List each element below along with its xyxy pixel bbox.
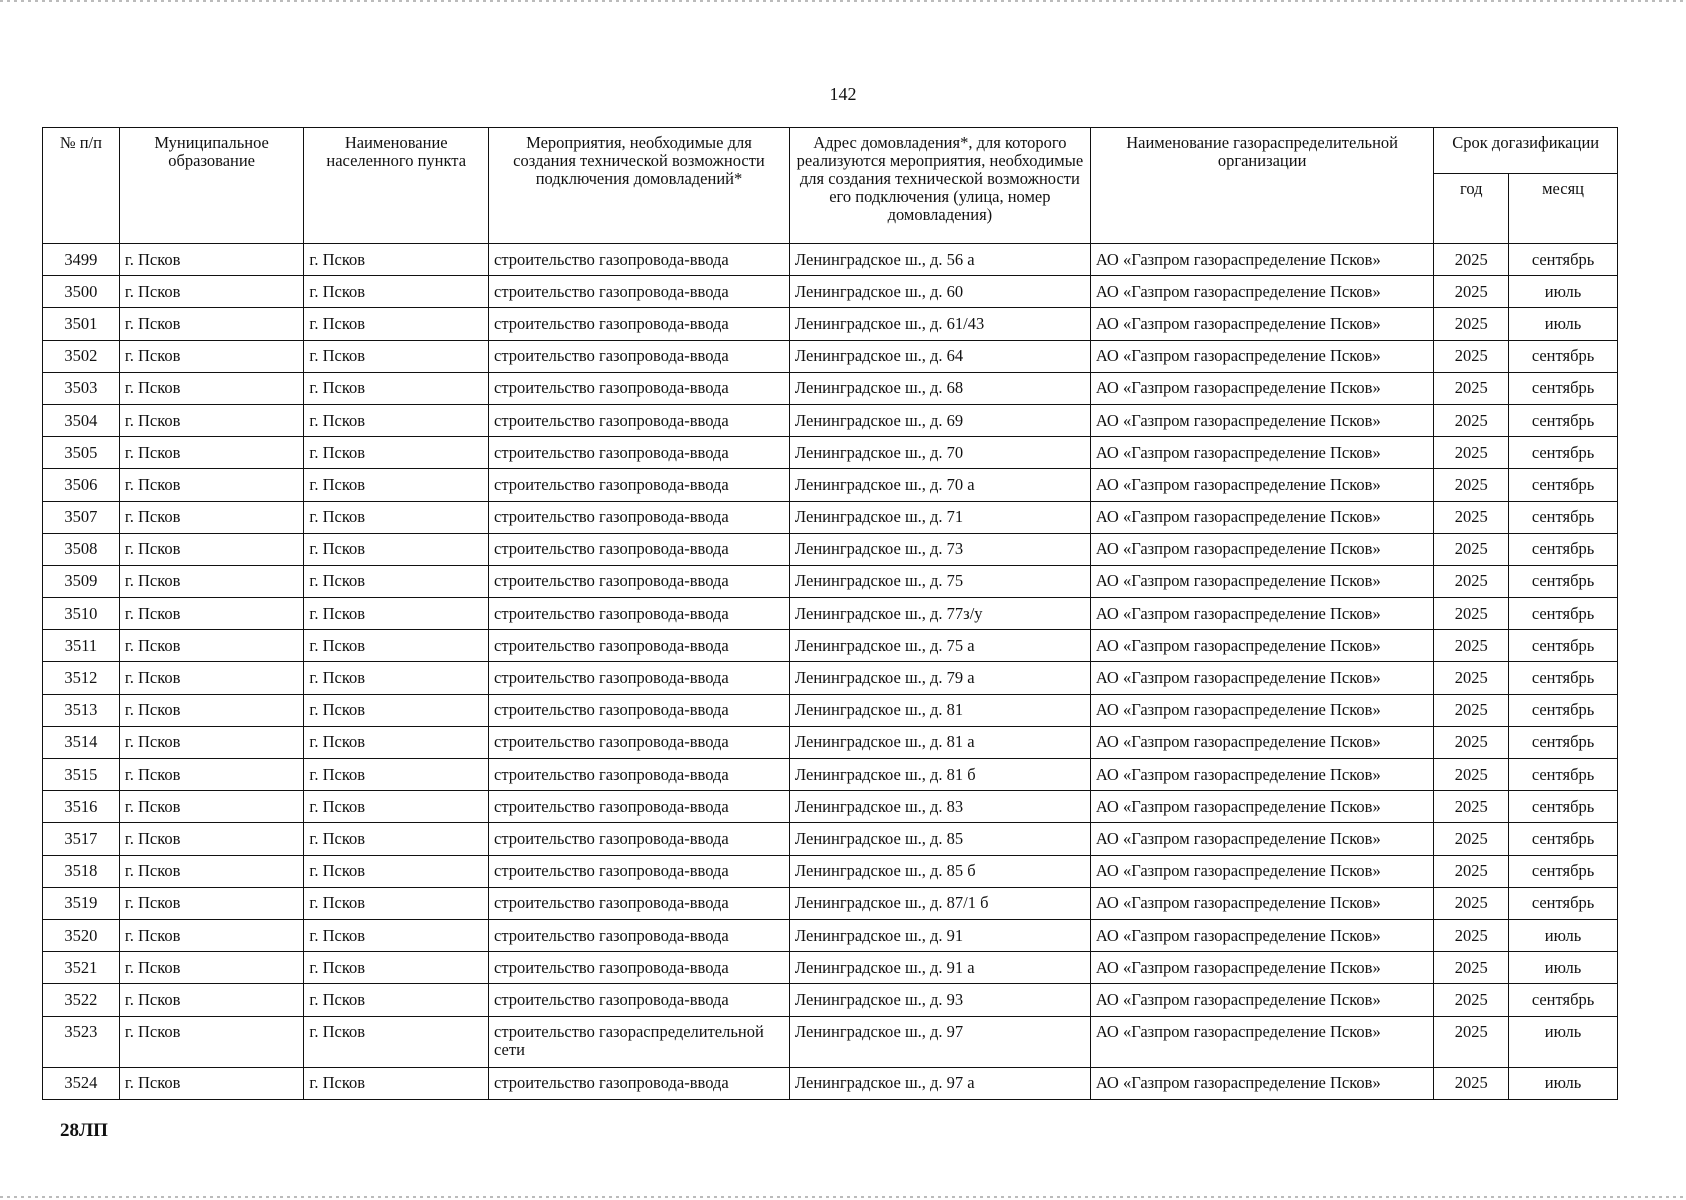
cell-month: сентябрь <box>1509 437 1618 469</box>
cell-settlement: г. Псков <box>304 823 489 855</box>
cell-measures: строительство газопровода-ввода <box>489 437 790 469</box>
cell-number: 3510 <box>43 598 120 630</box>
table-row <box>43 340 1618 372</box>
col-header-address: Адрес домовладения*, для которого реализуются мероприятия, необходимые для создания технической возможности его подключения (улица, номер домовладения) <box>789 128 1090 244</box>
cell-settlement: г. Псков <box>304 952 489 984</box>
cell-organization: АО «Газпром газораспределение Псков» <box>1090 565 1434 597</box>
cell-settlement: г. Псков <box>304 694 489 726</box>
table-row <box>43 533 1618 565</box>
cell-organization: АО «Газпром газораспределение Псков» <box>1090 984 1434 1016</box>
page-number: 142 <box>829 84 857 104</box>
cell-year: 2025 <box>1434 372 1509 404</box>
cell-year: 2025 <box>1434 598 1509 630</box>
cell-address: Ленинградское ш., д. 91 <box>789 919 1090 951</box>
cell-measures: строительство газопровода-ввода <box>489 694 790 726</box>
cell-month: сентябрь <box>1509 662 1618 694</box>
cell-year: 2025 <box>1434 984 1509 1016</box>
cell-measures: строительство газопровода-ввода <box>489 919 790 951</box>
cell-municipality: г. Псков <box>119 823 304 855</box>
cell-measures: строительство газопровода-ввода <box>489 759 790 791</box>
table-row <box>43 855 1618 887</box>
table-row <box>43 372 1618 404</box>
cell-organization: АО «Газпром газораспределение Псков» <box>1090 404 1434 436</box>
cell-organization: АО «Газпром газораспределение Псков» <box>1090 855 1434 887</box>
cell-measures: строительство газопровода-ввода <box>489 533 790 565</box>
cell-number: 3517 <box>43 823 120 855</box>
cell-measures: строительство газопровода-ввода <box>489 1067 790 1099</box>
cell-municipality: г. Псков <box>119 1016 304 1067</box>
cell-measures: строительство газораспределительной сети <box>489 1016 790 1067</box>
cell-year: 2025 <box>1434 887 1509 919</box>
cell-month: июль <box>1509 919 1618 951</box>
cell-settlement: г. Псков <box>304 437 489 469</box>
cell-address: Ленинградское ш., д. 83 <box>789 791 1090 823</box>
cell-number: 3521 <box>43 952 120 984</box>
cell-year: 2025 <box>1434 952 1509 984</box>
table-row <box>43 726 1618 758</box>
cell-settlement: г. Псков <box>304 340 489 372</box>
cell-organization: АО «Газпром газораспределение Псков» <box>1090 952 1434 984</box>
cell-municipality: г. Псков <box>119 565 304 597</box>
cell-month: сентябрь <box>1509 984 1618 1016</box>
gasification-table <box>42 127 1618 1100</box>
cell-address: Ленинградское ш., д. 81 <box>789 694 1090 726</box>
cell-settlement: г. Псков <box>304 565 489 597</box>
cell-measures: строительство газопровода-ввода <box>489 887 790 919</box>
cell-organization: АО «Газпром газораспределение Псков» <box>1090 759 1434 791</box>
cell-measures: строительство газопровода-ввода <box>489 662 790 694</box>
table-row <box>43 887 1618 919</box>
table-row <box>43 469 1618 501</box>
cell-address: Ленинградское ш., д. 61/43 <box>789 308 1090 340</box>
cell-month: сентябрь <box>1509 630 1618 662</box>
cell-address: Ленинградское ш., д. 97 <box>789 1016 1090 1067</box>
cell-number: 3514 <box>43 726 120 758</box>
cell-number: 3505 <box>43 437 120 469</box>
cell-number: 3522 <box>43 984 120 1016</box>
cell-settlement: г. Псков <box>304 887 489 919</box>
cell-year: 2025 <box>1434 726 1509 758</box>
cell-settlement: г. Псков <box>304 372 489 404</box>
cell-measures: строительство газопровода-ввода <box>489 855 790 887</box>
cell-settlement: г. Псков <box>304 469 489 501</box>
cell-municipality: г. Псков <box>119 469 304 501</box>
cell-number: 3512 <box>43 662 120 694</box>
cell-organization: АО «Газпром газораспределение Псков» <box>1090 244 1434 276</box>
cell-month: июль <box>1509 1016 1618 1067</box>
cell-measures: строительство газопровода-ввода <box>489 823 790 855</box>
col-header-org: Наименование газораспределительной организации <box>1090 128 1434 244</box>
cell-municipality: г. Псков <box>119 533 304 565</box>
cell-month: июль <box>1509 952 1618 984</box>
cell-month: сентябрь <box>1509 469 1618 501</box>
cell-number: 3524 <box>43 1067 120 1099</box>
cell-month: сентябрь <box>1509 791 1618 823</box>
table-row <box>43 919 1618 951</box>
cell-year: 2025 <box>1434 1016 1509 1067</box>
cell-address: Ленинградское ш., д. 81 а <box>789 726 1090 758</box>
cell-municipality: г. Псков <box>119 887 304 919</box>
cell-settlement: г. Псков <box>304 276 489 308</box>
cell-settlement: г. Псков <box>304 501 489 533</box>
cell-municipality: г. Псков <box>119 984 304 1016</box>
cell-month: июль <box>1509 308 1618 340</box>
cell-measures: строительство газопровода-ввода <box>489 308 790 340</box>
cell-month: июль <box>1509 276 1618 308</box>
cell-municipality: г. Псков <box>119 1067 304 1099</box>
cell-address: Ленинградское ш., д. 85 б <box>789 855 1090 887</box>
cell-measures: строительство газопровода-ввода <box>489 726 790 758</box>
table-row <box>43 244 1618 276</box>
cell-address: Ленинградское ш., д. 87/1 б <box>789 887 1090 919</box>
table-row <box>43 598 1618 630</box>
cell-number: 3520 <box>43 919 120 951</box>
cell-settlement: г. Псков <box>304 726 489 758</box>
cell-organization: АО «Газпром газораспределение Псков» <box>1090 823 1434 855</box>
table-row <box>43 984 1618 1016</box>
cell-month: сентябрь <box>1509 855 1618 887</box>
cell-number: 3501 <box>43 308 120 340</box>
cell-address: Ленинградское ш., д. 70 а <box>789 469 1090 501</box>
cell-organization: АО «Газпром газораспределение Псков» <box>1090 630 1434 662</box>
cell-address: Ленинградское ш., д. 56 а <box>789 244 1090 276</box>
cell-month: сентябрь <box>1509 726 1618 758</box>
cell-settlement: г. Псков <box>304 855 489 887</box>
cell-municipality: г. Псков <box>119 791 304 823</box>
cell-municipality: г. Псков <box>119 372 304 404</box>
cell-month: сентябрь <box>1509 244 1618 276</box>
cell-address: Ленинградское ш., д. 69 <box>789 404 1090 436</box>
cell-year: 2025 <box>1434 340 1509 372</box>
cell-address: Ленинградское ш., д. 79 а <box>789 662 1090 694</box>
cell-address: Ленинградское ш., д. 73 <box>789 533 1090 565</box>
cell-settlement: г. Псков <box>304 662 489 694</box>
cell-settlement: г. Псков <box>304 1016 489 1067</box>
cell-year: 2025 <box>1434 919 1509 951</box>
cell-measures: строительство газопровода-ввода <box>489 501 790 533</box>
cell-settlement: г. Псков <box>304 533 489 565</box>
cell-measures: строительство газопровода-ввода <box>489 791 790 823</box>
cell-number: 3506 <box>43 469 120 501</box>
cell-organization: АО «Газпром газораспределение Псков» <box>1090 372 1434 404</box>
cell-address: Ленинградское ш., д. 85 <box>789 823 1090 855</box>
cell-organization: АО «Газпром газораспределение Псков» <box>1090 887 1434 919</box>
cell-municipality: г. Псков <box>119 919 304 951</box>
cell-municipality: г. Псков <box>119 598 304 630</box>
col-header-measures: Мероприятия, необходимые для создания технической возможности подключения домовладений* <box>489 128 790 244</box>
cell-municipality: г. Псков <box>119 855 304 887</box>
cell-municipality: г. Псков <box>119 501 304 533</box>
cell-municipality: г. Псков <box>119 952 304 984</box>
cell-year: 2025 <box>1434 437 1509 469</box>
cell-year: 2025 <box>1434 630 1509 662</box>
table-row <box>43 791 1618 823</box>
cell-year: 2025 <box>1434 244 1509 276</box>
col-header-municipality: Муниципальное образование <box>119 128 304 244</box>
cell-municipality: г. Псков <box>119 726 304 758</box>
cell-measures: строительство газопровода-ввода <box>489 598 790 630</box>
scan-edge-top <box>0 0 1686 2</box>
cell-year: 2025 <box>1434 662 1509 694</box>
table-row <box>43 952 1618 984</box>
cell-settlement: г. Псков <box>304 759 489 791</box>
cell-municipality: г. Псков <box>119 276 304 308</box>
cell-organization: АО «Газпром газораспределение Псков» <box>1090 598 1434 630</box>
cell-address: Ленинградское ш., д. 75 <box>789 565 1090 597</box>
table-row <box>43 1016 1618 1067</box>
cell-organization: АО «Газпром газораспределение Псков» <box>1090 501 1434 533</box>
cell-year: 2025 <box>1434 501 1509 533</box>
col-header-settlement: Наименование населенного пункта <box>304 128 489 244</box>
cell-measures: строительство газопровода-ввода <box>489 630 790 662</box>
cell-number: 3509 <box>43 565 120 597</box>
cell-address: Ленинградское ш., д. 81 б <box>789 759 1090 791</box>
cell-organization: АО «Газпром газораспределение Псков» <box>1090 340 1434 372</box>
cell-address: Ленинградское ш., д. 75 а <box>789 630 1090 662</box>
table-row <box>43 630 1618 662</box>
cell-month: июль <box>1509 1067 1618 1099</box>
cell-number: 3502 <box>43 340 120 372</box>
cell-address: Ленинградское ш., д. 91 а <box>789 952 1090 984</box>
cell-number: 3523 <box>43 1016 120 1067</box>
cell-municipality: г. Псков <box>119 694 304 726</box>
cell-organization: АО «Газпром газораспределение Псков» <box>1090 437 1434 469</box>
cell-municipality: г. Псков <box>119 404 304 436</box>
cell-municipality: г. Псков <box>119 308 304 340</box>
table-row <box>43 759 1618 791</box>
cell-number: 3500 <box>43 276 120 308</box>
table-row <box>43 565 1618 597</box>
cell-measures: строительство газопровода-ввода <box>489 565 790 597</box>
cell-year: 2025 <box>1434 791 1509 823</box>
cell-address: Ленинградское ш., д. 70 <box>789 437 1090 469</box>
cell-month: сентябрь <box>1509 694 1618 726</box>
cell-measures: строительство газопровода-ввода <box>489 340 790 372</box>
cell-settlement: г. Псков <box>304 308 489 340</box>
cell-year: 2025 <box>1434 565 1509 597</box>
table-row <box>43 308 1618 340</box>
cell-month: сентябрь <box>1509 823 1618 855</box>
col-header-month: месяц <box>1509 174 1618 244</box>
col-header-year: год <box>1434 174 1509 244</box>
cell-municipality: г. Псков <box>119 759 304 791</box>
cell-year: 2025 <box>1434 533 1509 565</box>
cell-measures: строительство газопровода-ввода <box>489 404 790 436</box>
cell-number: 3515 <box>43 759 120 791</box>
cell-organization: АО «Газпром газораспределение Псков» <box>1090 533 1434 565</box>
scan-edge-bottom <box>0 1196 1686 1198</box>
cell-address: Ленинградское ш., д. 77з/у <box>789 598 1090 630</box>
cell-year: 2025 <box>1434 276 1509 308</box>
table-row <box>43 276 1618 308</box>
cell-month: сентябрь <box>1509 533 1618 565</box>
cell-settlement: г. Псков <box>304 244 489 276</box>
cell-number: 3504 <box>43 404 120 436</box>
cell-number: 3507 <box>43 501 120 533</box>
table-row <box>43 501 1618 533</box>
cell-address: Ленинградское ш., д. 60 <box>789 276 1090 308</box>
cell-number: 3518 <box>43 855 120 887</box>
cell-settlement: г. Псков <box>304 791 489 823</box>
cell-year: 2025 <box>1434 823 1509 855</box>
cell-number: 3508 <box>43 533 120 565</box>
table-row <box>43 437 1618 469</box>
cell-address: Ленинградское ш., д. 68 <box>789 372 1090 404</box>
cell-month: сентябрь <box>1509 372 1618 404</box>
cell-organization: АО «Газпром газораспределение Псков» <box>1090 276 1434 308</box>
cell-settlement: г. Псков <box>304 404 489 436</box>
col-header-num: № п/п <box>43 128 120 244</box>
cell-year: 2025 <box>1434 469 1509 501</box>
cell-year: 2025 <box>1434 308 1509 340</box>
table-row <box>43 662 1618 694</box>
cell-organization: АО «Газпром газораспределение Псков» <box>1090 469 1434 501</box>
cell-month: сентябрь <box>1509 759 1618 791</box>
cell-number: 3503 <box>43 372 120 404</box>
cell-address: Ленинградское ш., д. 97 а <box>789 1067 1090 1099</box>
cell-municipality: г. Псков <box>119 630 304 662</box>
cell-settlement: г. Псков <box>304 984 489 1016</box>
table-row <box>43 404 1618 436</box>
cell-month: сентябрь <box>1509 598 1618 630</box>
cell-month: сентябрь <box>1509 404 1618 436</box>
cell-organization: АО «Газпром газораспределение Псков» <box>1090 662 1434 694</box>
cell-number: 3499 <box>43 244 120 276</box>
cell-organization: АО «Газпром газораспределение Псков» <box>1090 1067 1434 1099</box>
cell-organization: АО «Газпром газораспределение Псков» <box>1090 726 1434 758</box>
cell-year: 2025 <box>1434 1067 1509 1099</box>
cell-organization: АО «Газпром газораспределение Псков» <box>1090 1016 1434 1067</box>
cell-year: 2025 <box>1434 694 1509 726</box>
cell-organization: АО «Газпром газораспределение Псков» <box>1090 694 1434 726</box>
cell-measures: строительство газопровода-ввода <box>489 984 790 1016</box>
cell-municipality: г. Псков <box>119 437 304 469</box>
table-body <box>43 244 1618 1100</box>
cell-year: 2025 <box>1434 759 1509 791</box>
table-header <box>43 128 1618 244</box>
cell-measures: строительство газопровода-ввода <box>489 372 790 404</box>
cell-measures: строительство газопровода-ввода <box>489 952 790 984</box>
cell-settlement: г. Псков <box>304 919 489 951</box>
cell-municipality: г. Псков <box>119 662 304 694</box>
cell-municipality: г. Псков <box>119 340 304 372</box>
cell-settlement: г. Псков <box>304 630 489 662</box>
cell-month: сентябрь <box>1509 340 1618 372</box>
cell-month: сентябрь <box>1509 887 1618 919</box>
cell-number: 3519 <box>43 887 120 919</box>
cell-organization: АО «Газпром газораспределение Псков» <box>1090 919 1434 951</box>
cell-month: сентябрь <box>1509 501 1618 533</box>
cell-measures: строительство газопровода-ввода <box>489 276 790 308</box>
cell-address: Ленинградское ш., д. 93 <box>789 984 1090 1016</box>
cell-number: 3513 <box>43 694 120 726</box>
cell-organization: АО «Газпром газораспределение Псков» <box>1090 308 1434 340</box>
cell-address: Ленинградское ш., д. 64 <box>789 340 1090 372</box>
cell-month: сентябрь <box>1509 565 1618 597</box>
cell-municipality: г. Псков <box>119 244 304 276</box>
cell-year: 2025 <box>1434 404 1509 436</box>
col-header-deadline: Срок догазификации <box>1434 128 1618 174</box>
cell-number: 3511 <box>43 630 120 662</box>
cell-year: 2025 <box>1434 855 1509 887</box>
footer-code: 28ЛП <box>60 1120 108 1141</box>
cell-settlement: г. Псков <box>304 1067 489 1099</box>
table-row <box>43 1067 1618 1099</box>
cell-number: 3516 <box>43 791 120 823</box>
table-row <box>43 694 1618 726</box>
cell-measures: строительство газопровода-ввода <box>489 244 790 276</box>
cell-address: Ленинградское ш., д. 71 <box>789 501 1090 533</box>
cell-settlement: г. Псков <box>304 598 489 630</box>
cell-measures: строительство газопровода-ввода <box>489 469 790 501</box>
cell-organization: АО «Газпром газораспределение Псков» <box>1090 791 1434 823</box>
table-row <box>43 823 1618 855</box>
